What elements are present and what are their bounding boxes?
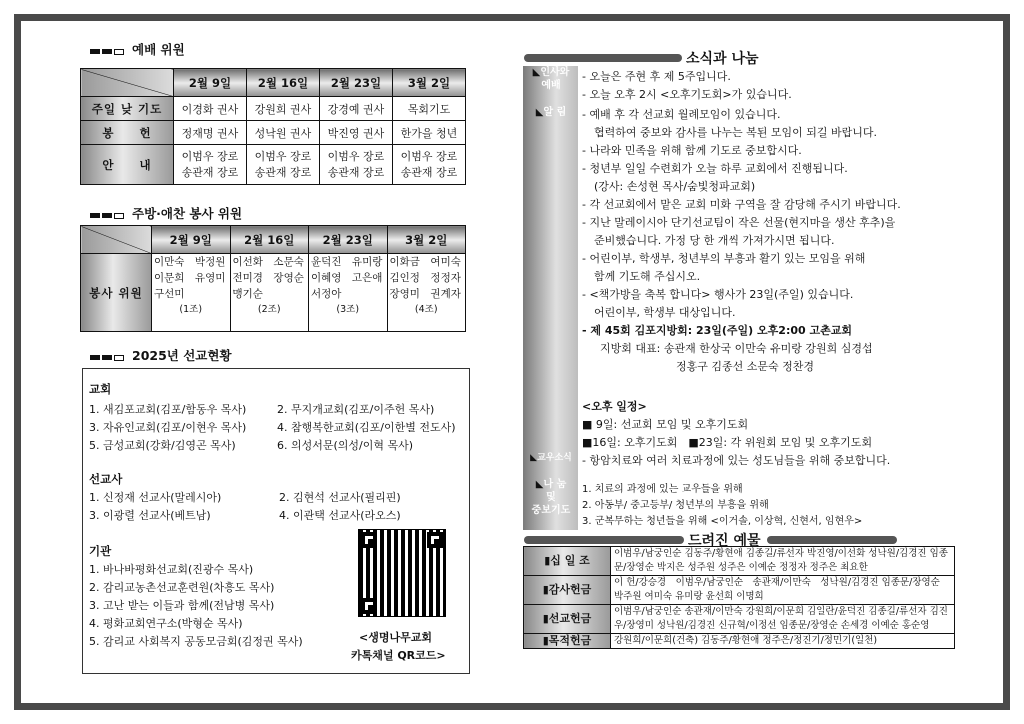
news-line: 협력하여 중보와 감사를 나누는 복된 모임이 되길 바랍니다. bbox=[594, 126, 877, 139]
table-cell: 성낙원 권사 bbox=[247, 121, 320, 145]
table-cell: 목회기도 bbox=[393, 97, 466, 121]
table-cell: 정재명 권사 bbox=[174, 121, 247, 145]
offering-label: ▮십 일 조 bbox=[524, 547, 611, 576]
offering-label: ▮선교헌금 bbox=[524, 605, 611, 634]
offering-names: 이범우/남궁인순 김동주/황현애 김종길/류선자 박진영/이선화 성낙원/김경진 임종문/장영순 박지은 성주원 성주은 이예순 정정자 정주은 최요한 bbox=[611, 547, 955, 576]
table-corner bbox=[81, 226, 152, 254]
news-line: 지방회 대표: 송관재 한상국 이만숙 유미랑 강원희 심경섭 bbox=[600, 342, 873, 355]
kitchen-section-title: 주방·애찬 봉사 위원 bbox=[90, 204, 242, 222]
list-item: 2. 감리교농촌선교훈련원(차흥도 목사) bbox=[89, 581, 275, 594]
news-line: ■ 9일: 선교회 모임 및 오후기도회 bbox=[582, 418, 749, 431]
news-line: 2. 아동부/ 중고등부/ 청년부의 부흥을 위해 bbox=[582, 500, 769, 511]
news-section-title: 소식과 나눔 bbox=[524, 48, 759, 68]
list-item: 6. 의성서문(의성/이혁 목사) bbox=[277, 439, 414, 452]
date-header: 2월 16일 bbox=[247, 69, 320, 97]
row-label: 봉 헌 bbox=[81, 121, 174, 145]
list-item: 2. 김현석 선교사(필리핀) bbox=[279, 491, 401, 504]
pm-heading: <오후 일정> bbox=[582, 400, 647, 413]
section-bullet-icon bbox=[90, 43, 126, 58]
offering-names: 이범우/남궁인순 송관재/이만숙 강원희/이문희 김일란/윤덕진 김종길/류선자 김진우/장영미 성낙원/김경진 신규혁/이정선 임종문/장영순 손세경 이예순 홍순영 bbox=[611, 605, 955, 634]
news-line: - <책가방을 축복 합니다> 행사가 23일(주일) 있습니다. bbox=[582, 288, 854, 301]
list-item: 3. 고난 받는 이들과 함께(전남병 목사) bbox=[89, 599, 275, 612]
org-heading: 기관 bbox=[89, 544, 112, 558]
offering-names: 강원희/이문희(건축) 김동주/황현애 정주은/정진기/정민기(일천) bbox=[611, 634, 955, 649]
table-cell: 이경화 권사 bbox=[174, 97, 247, 121]
date-header: 2월 16일 bbox=[230, 226, 309, 254]
news-line: - 예배 후 각 선교회 월례모임이 있습니다. bbox=[582, 108, 781, 121]
offerings-section-title: 드려진 예물 bbox=[524, 530, 897, 550]
list-item: 3. 이광렬 선교사(베트남) bbox=[89, 509, 211, 522]
mission-section-title: 2025년 선교현황 bbox=[90, 346, 232, 364]
list-item: 1. 신정재 선교사(말레시아) bbox=[89, 491, 222, 504]
news-line: - 어린이부, 학생부, 청년부의 부흥과 활기 있는 모임을 위해 bbox=[582, 252, 866, 265]
date-header: 2월 23일 bbox=[309, 226, 388, 254]
table-cell: 박진영 권사 bbox=[320, 121, 393, 145]
news-line: - 제 45회 김포지방회: 23일(주일) 오후2:00 고촌교회 bbox=[582, 324, 852, 337]
table-cell: 강경예 권사 bbox=[320, 97, 393, 121]
member-label: ◣교우소식 bbox=[530, 453, 572, 463]
news-line: 어린이부, 학생부 대상입니다. bbox=[594, 306, 736, 319]
list-item: 5. 감리교 사회복지 공동모금회(김정권 목사) bbox=[89, 635, 303, 648]
date-header: 3월 2일 bbox=[387, 226, 466, 254]
missionary-heading: 선교사 bbox=[89, 472, 123, 486]
news-line: - 각 선교회에서 맡은 교회 미화 구역을 잘 감당해 주시기 바랍니다. bbox=[582, 198, 901, 211]
list-item: 4. 이관택 선교사(라오스) bbox=[279, 509, 401, 522]
section-bullet-icon bbox=[90, 349, 126, 364]
table-cell: 이범우 장로 송관재 장로 bbox=[320, 145, 393, 185]
row-label: 주일 낮 기도 bbox=[81, 97, 174, 121]
mission-box bbox=[82, 368, 470, 674]
list-item: 1. 바나바평화선교회(진광수 목사) bbox=[89, 563, 254, 576]
qr-caption: <생명나무교회 bbox=[359, 631, 432, 644]
news-line: - 오늘은 주현 후 제 5주입니다. bbox=[582, 70, 731, 83]
worship-section-title: 예배 위원 bbox=[90, 40, 185, 58]
date-header: 2월 9일 bbox=[174, 69, 247, 97]
news-line: 정홍구 김종선 소문숙 정찬경 bbox=[676, 360, 815, 373]
row-label: 봉사 위원 bbox=[81, 254, 152, 332]
table-corner bbox=[81, 69, 174, 97]
news-line: 함께 기도해 주십시오. bbox=[594, 270, 701, 283]
news-line: - 항암치료와 여러 치료과정에 있는 성도님들을 위해 중보합니다. bbox=[582, 454, 891, 467]
news-line: - 오늘 오후 2시 <오후기도회>가 있습니다. bbox=[582, 88, 792, 101]
list-item: 5. 금성교회(강화/김영곤 목사) bbox=[89, 439, 236, 452]
news-line: 3. 군복무하는 청년들을 위해 <이거솔, 이상혁, 신현서, 임현우> bbox=[582, 516, 863, 527]
offering-label: ▮목적헌금 bbox=[524, 634, 611, 649]
notice-label: ◣알 림 bbox=[535, 107, 567, 118]
date-header: 2월 9일 bbox=[152, 226, 231, 254]
worship-table bbox=[80, 68, 466, 185]
section-bullet-icon bbox=[90, 207, 126, 222]
row-label: 안 내 bbox=[81, 145, 174, 185]
list-item: 2. 무지개교회(김포/이주헌 목사) bbox=[277, 403, 435, 416]
list-item: 3. 자유인교회(김포/이현우 목사) bbox=[89, 421, 247, 434]
table-cell: 강원희 권사 bbox=[247, 97, 320, 121]
table-cell: 이범우 장로 송관재 장로 bbox=[247, 145, 320, 185]
news-line: - 나라와 민족을 위해 함께 기도로 중보합시다. bbox=[582, 144, 802, 157]
news-line: 1. 치료의 과정에 있는 교우들을 위해 bbox=[582, 484, 743, 495]
list-item: 4. 평화교회연구소(박형순 목사) bbox=[89, 617, 243, 630]
table-cell: 이범우 장로 송관재 장로 bbox=[174, 145, 247, 185]
date-header: 3월 2일 bbox=[393, 69, 466, 97]
date-header: 2월 23일 bbox=[320, 69, 393, 97]
team-cell: 이만숙 박정원 이문희 유영미 구선미 (1조) bbox=[152, 254, 231, 332]
offering-label: ▮감사헌금 bbox=[524, 576, 611, 605]
list-item: 4. 참행복한교회(김포/이한별 전도사) bbox=[277, 421, 456, 434]
news-line: ■16일: 오후기도회 ■23일: 각 위원회 모임 및 오후기도회 bbox=[582, 436, 873, 449]
table-cell: 이범우 장로 송관재 장로 bbox=[393, 145, 466, 185]
list-item: 1. 새김포교회(김포/함동우 목사) bbox=[89, 403, 247, 416]
table-cell: 한가을 청년 bbox=[393, 121, 466, 145]
qr-caption: 카톡채널 QR코드> bbox=[351, 649, 446, 662]
greet-label: ◣인사와 예배 bbox=[532, 67, 570, 91]
offerings-table bbox=[523, 546, 955, 649]
kitchen-table bbox=[80, 225, 466, 332]
qr-code-icon[interactable] bbox=[358, 529, 446, 617]
team-cell: 윤덕진 유미랑 이혜영 고은애 서정아 (3조) bbox=[309, 254, 388, 332]
news-line: 준비했습니다. 가정 당 한 개씩 가져가시면 됩니다. bbox=[594, 234, 835, 247]
news-line: (강사: 손성현 목사/숨빛청파교회) bbox=[594, 180, 756, 193]
team-cell: 이화금 여미숙 김인정 정정자 장영미 권계자 (4조) bbox=[387, 254, 466, 332]
offering-names: 이 헌/강승경 이범우/남궁인순 송관재/이만숙 성낙원/김경진 임종문/장영순 박주원 여미숙 유미랑 윤선희 이명희 bbox=[611, 576, 955, 605]
team-cell: 이선화 소문숙 전미경 장영순 맹기순 (2조) bbox=[230, 254, 309, 332]
share-label: ◣나 눔 및 중보기도 bbox=[531, 479, 571, 516]
news-line: - 청년부 일일 수련회가 오늘 하루 교회에서 진행됩니다. bbox=[582, 162, 848, 175]
church-heading: 교회 bbox=[89, 382, 112, 396]
news-line: - 지난 말레이시아 단기선교팀이 작은 선물(현지마을 생산 후추)을 bbox=[582, 216, 896, 229]
